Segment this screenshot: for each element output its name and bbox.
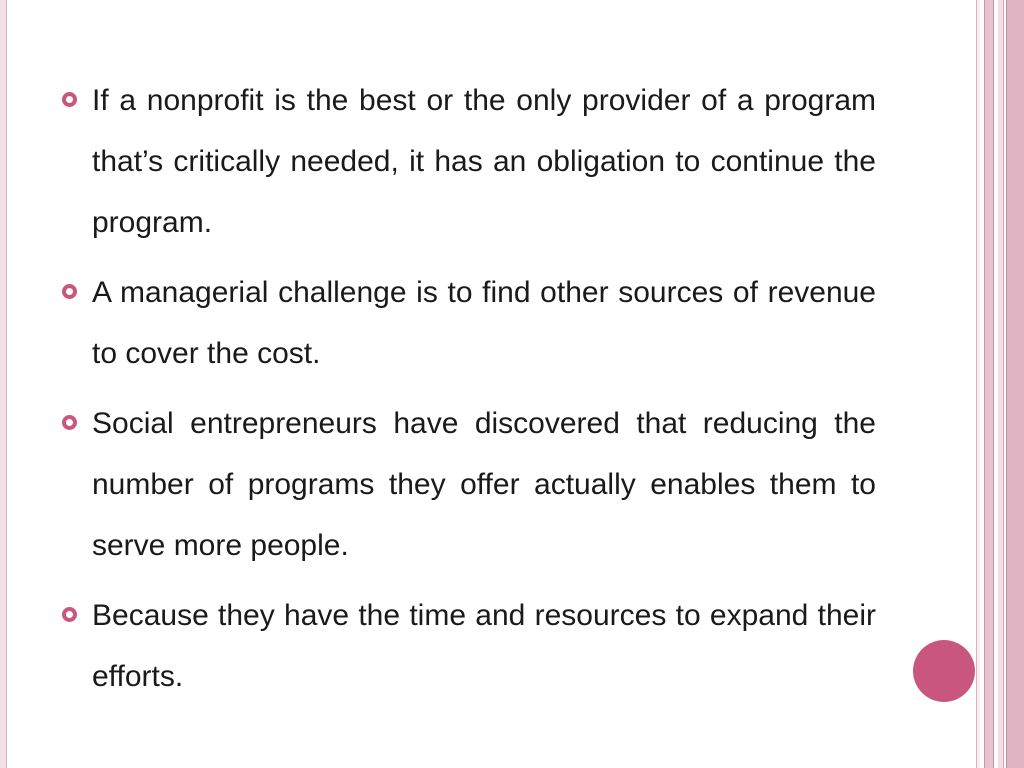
stripe <box>984 0 994 768</box>
ring-bullet-icon <box>62 415 77 430</box>
bullet-item <box>62 262 876 384</box>
decorative-circle <box>913 640 975 702</box>
bullet-text: Because they have the time and resources to expand their efforts. <box>92 599 876 693</box>
bullet-item <box>62 393 876 576</box>
bullet-item <box>62 70 876 253</box>
bullet-text: A managerial challenge is to find other sources of revenue to cover the cost. <box>92 276 876 370</box>
ring-bullet-icon <box>62 607 77 622</box>
ring-bullet-icon <box>62 284 77 299</box>
ring-bullet-icon <box>62 92 77 107</box>
stripe <box>976 0 980 768</box>
bullet-text: If a nonprofit is the best or the only provider of a program that’s critically needed, it has an obligation to continue the program. <box>92 84 876 239</box>
stripe <box>998 0 1004 768</box>
bullet-item <box>62 585 876 707</box>
bullet-list <box>62 70 876 716</box>
left-border-decoration <box>0 0 7 768</box>
right-stripe-decoration <box>976 0 1024 768</box>
stripe <box>1006 0 1024 768</box>
bullet-text: Social entrepreneurs have discovered that reducing the number of programs they offer actually enables them to serve more people. <box>92 407 876 562</box>
